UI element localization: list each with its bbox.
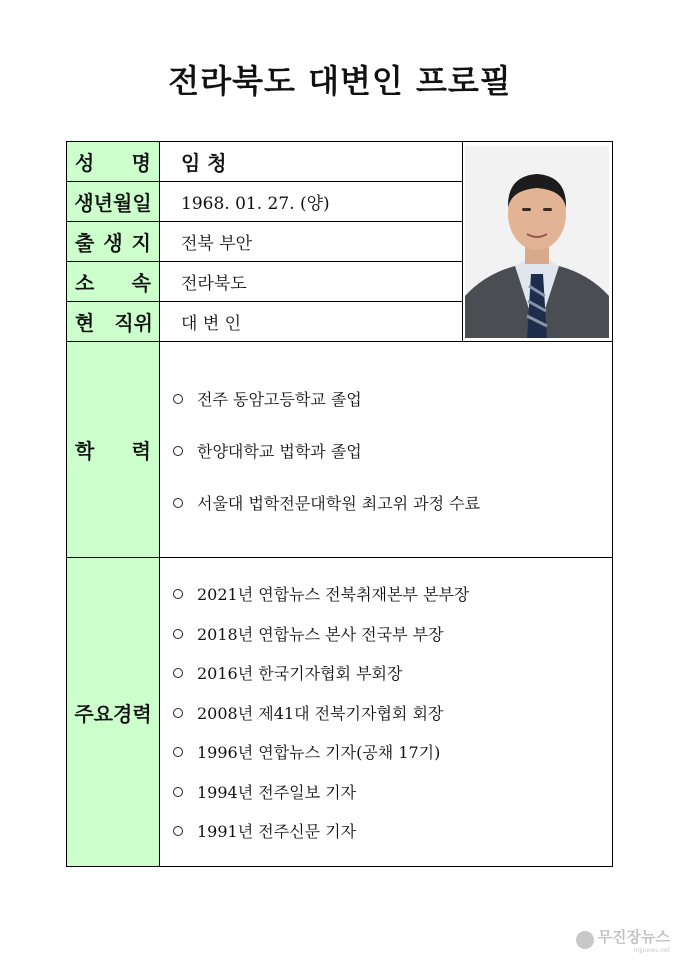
education-list <box>161 342 481 557</box>
circle-bullet-icon <box>173 394 183 404</box>
career-list <box>161 558 470 866</box>
circle-bullet-icon <box>173 589 183 599</box>
list-item: 2021년 연합뉴스 전북취재본부 본부장 <box>173 582 469 605</box>
watermark-url: mjjnews.net <box>633 947 670 954</box>
portrait-image <box>465 146 609 338</box>
circle-bullet-icon <box>173 787 183 797</box>
name-value: 임 청 <box>181 151 227 175</box>
list-item: 한양대학교 법학과 졸업 <box>173 439 362 462</box>
watermark <box>576 926 670 954</box>
position-value: 대 변 인 <box>181 314 242 334</box>
logo-icon <box>576 931 594 949</box>
list-item: 전주 동암고등학교 졸업 <box>173 387 362 410</box>
birth-label: 생년월일 <box>67 182 159 221</box>
origin-value: 전북 부안 <box>181 234 253 254</box>
name-label: 성 명 <box>67 142 159 181</box>
position-label: 현 직위 <box>67 302 159 341</box>
list-item: 2018년 연합뉴스 본사 전국부 부장 <box>173 622 444 645</box>
education-label: 학 력 <box>67 342 159 557</box>
page-title: 전라북도 대변인 프로필 <box>168 62 512 100</box>
affiliation-value: 전라북도 <box>181 274 247 294</box>
list-item: 1994년 전주일보 기자 <box>173 780 356 803</box>
career-label: 주요경력 <box>67 558 159 866</box>
list-item: 서울대 법학전문대학원 최고위 과정 수료 <box>173 491 480 514</box>
circle-bullet-icon <box>173 498 183 508</box>
circle-bullet-icon <box>173 629 183 639</box>
list-item: 1991년 전주신문 기자 <box>173 819 356 842</box>
birth-value: 1968. 01. 27. (양) <box>181 194 330 214</box>
circle-bullet-icon <box>173 668 183 678</box>
circle-bullet-icon <box>173 446 183 456</box>
profile-table <box>66 141 613 867</box>
circle-bullet-icon <box>173 747 183 757</box>
circle-bullet-icon <box>173 826 183 836</box>
affiliation-label: 소 속 <box>67 262 159 301</box>
list-item: 2008년 제41대 전북기자협회 회장 <box>173 701 443 724</box>
origin-label: 출 생 지 <box>67 222 159 261</box>
watermark-text: 무진장뉴스 <box>597 928 670 946</box>
list-item: 2016년 한국기자협회 부회장 <box>173 661 402 684</box>
profile-photo <box>465 146 609 338</box>
circle-bullet-icon <box>173 708 183 718</box>
list-item: 1996년 연합뉴스 기자(공채 17기) <box>173 740 440 763</box>
